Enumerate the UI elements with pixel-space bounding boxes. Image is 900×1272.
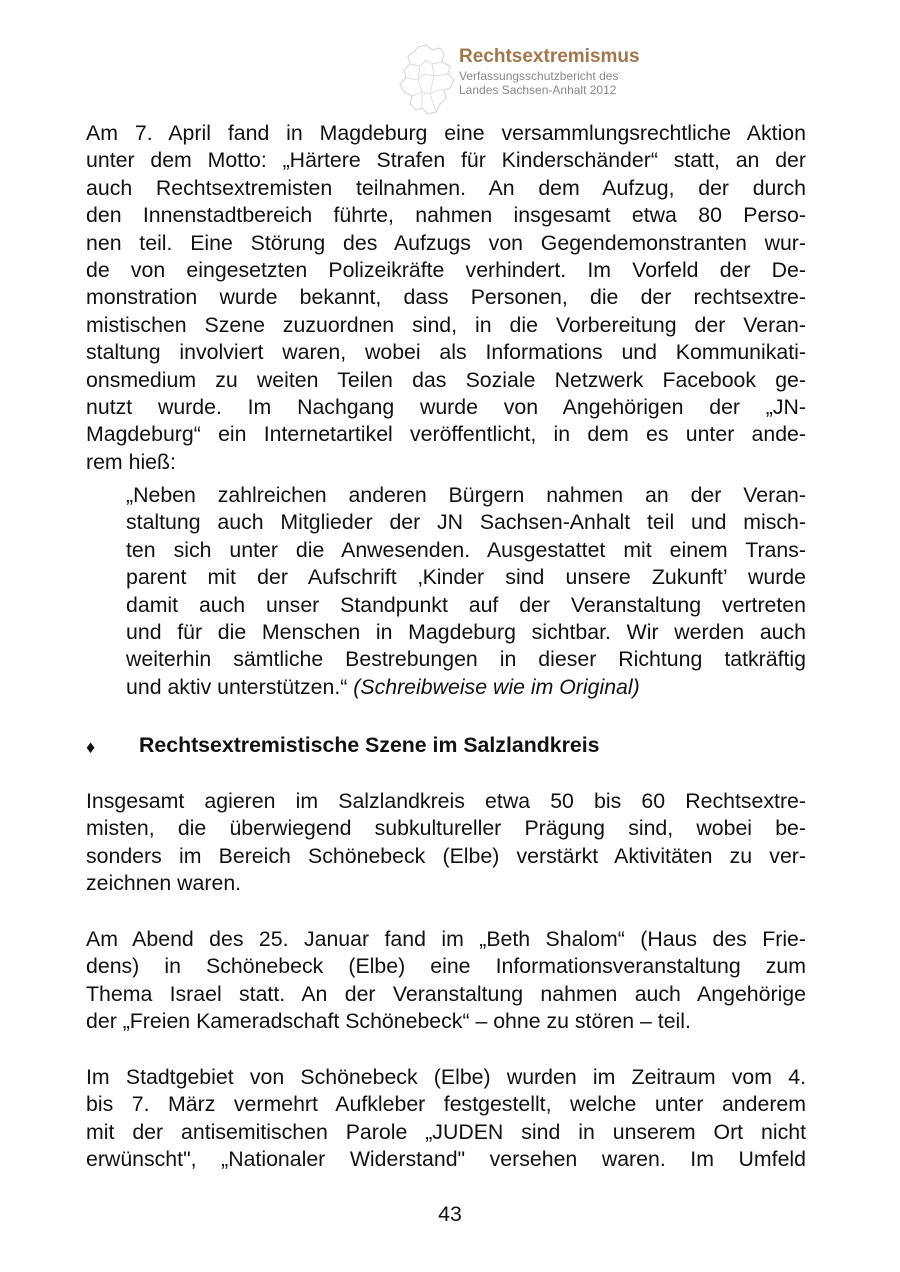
page-number: 43 xyxy=(438,1202,462,1226)
header-subtitle-line2: Landes Sachsen-Anhalt 2012 xyxy=(459,83,617,97)
text-line: Thema Israel statt. An der Veranstaltung nahmen auch Angehörige xyxy=(86,981,806,1006)
text-line: mit der antisemitischen Parole „JUDEN sind in unserem Ort nicht xyxy=(86,1119,806,1144)
diamond-bullet-icon: ♦ xyxy=(86,737,96,757)
text-line: zeichnen waren. xyxy=(86,871,242,896)
block-quote xyxy=(126,482,806,701)
header-title: Rechtsextremismus xyxy=(459,46,640,67)
text-line: bis 7. März vermehrt Aufkleber festgestellt, welche unter anderem xyxy=(86,1092,806,1117)
quote-last-line xyxy=(126,674,806,701)
quote-line: „Neben zahlreichen anderen Bürgern nahmen an der Veran- xyxy=(126,483,806,507)
saxony-anhalt-map-logo xyxy=(396,44,462,116)
quote-line: ten sich unter die Anwesenden. Ausgestattet mit einem Trans- xyxy=(126,537,806,562)
text-line: der „Freien Kameradschaft Schönebeck“ – ohne zu stören – teil. xyxy=(86,1009,691,1034)
text-line: rem hieß: xyxy=(86,449,176,474)
text-line: erwünscht", „Nationaler Widerstand" versehen waren. Im Umfeld xyxy=(86,1147,806,1172)
text-line: misten, die überwiegend subkultureller Prägung sind, wobei be- xyxy=(86,816,806,841)
text-line: dens) in Schönebeck (Elbe) eine Informationsveranstaltung zum xyxy=(86,954,806,979)
text-line: mistischen Szene zuzuordnen sind, in die Vorbereitung der Veran- xyxy=(86,312,806,337)
text-line: sonders im Bereich Schönebeck (Elbe) verstärkt Aktivitäten zu ver- xyxy=(86,843,806,868)
text-line: nutzt wurde. Im Nachgang wurde von Angehörigen der „JN- xyxy=(86,394,806,419)
text-line: Am 7. April fand in Magdeburg eine versammlungsrechtliche Aktion xyxy=(86,121,806,145)
text-line: auch Rechtsextremisten teilnahmen. An dem Aufzug, der durch xyxy=(86,175,806,200)
paragraph-magdeburg-event xyxy=(86,120,806,476)
text-line: staltung involviert waren, wobei als Informations und Kommunikati- xyxy=(86,340,806,365)
text-line: monstration wurde bekannt, dass Personen, die der rechtsextre- xyxy=(86,285,806,310)
text-line: unter dem Motto: „Härtere Strafen für Kinderschänder“ statt, an der xyxy=(86,148,806,173)
text-line: Im Stadtgebiet von Schönebeck (Elbe) wurden im Zeitraum vom 4. xyxy=(86,1065,806,1089)
text-line: de von eingesetzten Polizeikräfte verhindert. Im Vorfeld der De- xyxy=(86,257,806,282)
text-line: Am Abend des 25. Januar fand im „Beth Shalom“ (Haus des Frie- xyxy=(86,927,806,951)
quote-line: weiterhin sämtliche Bestrebungen in dieser Richtung tatkräftig xyxy=(126,647,806,672)
quote-line: parent mit der Aufschrift ‚Kinder sind unsere Zukunft’ wurde xyxy=(126,565,806,590)
paragraph-stickers xyxy=(86,1064,806,1174)
text-line: den Innenstadtbereich führte, nahmen insgesamt etwa 80 Perso- xyxy=(86,203,806,228)
text-line: onsmedium zu weiten Teilen das Soziale Netzwerk Facebook ge- xyxy=(86,367,806,392)
quote-line: damit auch unser Standpunkt auf der Veranstaltung vertreten xyxy=(126,592,806,617)
text-line: Insgesamt agieren im Salzlandkreis etwa 50 bis 60 Rechtsextre- xyxy=(86,789,806,813)
paragraph-salzlandkreis-overview xyxy=(86,788,806,898)
header-subtitle-line1: Verfassungsschutzbericht des xyxy=(459,69,619,83)
text-line: Magdeburg“ ein Internetartikel veröffentlicht, in dem es unter ande- xyxy=(86,422,806,447)
spelling-note: (Schreibweise wie im Original) xyxy=(353,674,640,699)
section-heading: Rechtsextremistische Szene im Salzlandkreis xyxy=(139,733,600,757)
quote-line: staltung auch Mitglieder der JN Sachsen-Anhalt teil und misch- xyxy=(126,510,806,535)
quote-line: und für die Menschen in Magdeburg sichtbar. Wir werden auch xyxy=(126,619,806,644)
paragraph-beth-shalom xyxy=(86,926,806,1036)
text-line: nen teil. Eine Störung des Aufzugs von Gegendemonstranten wur- xyxy=(86,230,806,255)
quote-end-text: und aktiv unterstützen.“ xyxy=(126,674,348,699)
